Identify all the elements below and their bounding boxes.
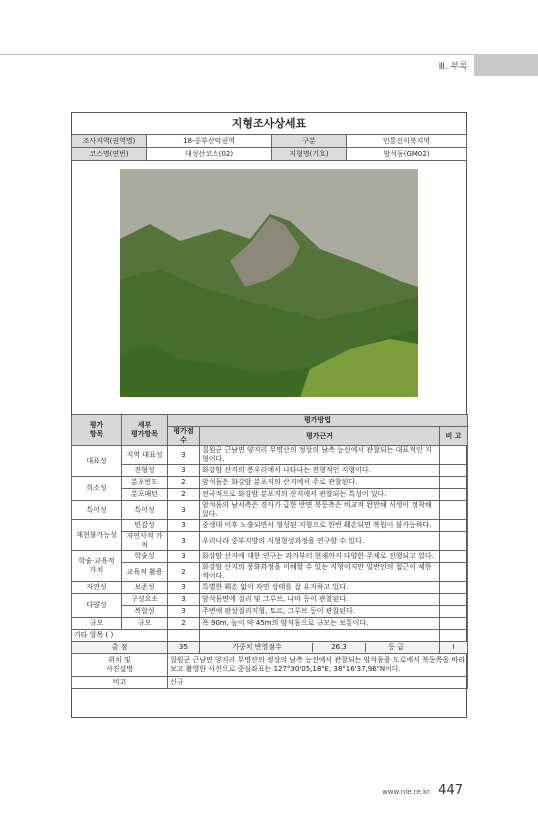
subcategory-cell: 구성요소: [122, 594, 168, 606]
location-text: 칠원군 근남면 양지리 무명산의 정상의 남측 능선에서 관찰되는 암석돔을 도로에서 북동쪽을 바라보고 촬영한 사진으로 중심좌표는 127°30'05,18"E, 38°16'37,96"N이다.: [168, 654, 468, 677]
table-row: [72, 520, 468, 532]
note-cell: [440, 501, 468, 520]
basis-cell: 특별한 훼손 없이 자연 상태를 잘 유지하고 있다.: [200, 582, 440, 594]
category-cell: 희소성: [72, 477, 122, 501]
table-row: [72, 582, 468, 594]
subcategory-cell: 자연사적 가치: [122, 532, 168, 551]
etc-label: 기타 항목 ( ): [72, 630, 168, 642]
total-label: 총 점: [72, 642, 168, 654]
category-cell: 재현불가능성: [72, 520, 122, 551]
label-cell: 구분: [272, 135, 347, 148]
weighted-cell: [200, 642, 440, 654]
header-category: 평가 항목: [72, 415, 122, 446]
grade-label: 등 급: [365, 643, 426, 652]
subcategory-cell: 특이성: [122, 501, 168, 520]
table-row: [72, 489, 468, 501]
table-row: [72, 594, 468, 606]
page-number: 447: [438, 783, 463, 798]
total-row: [72, 642, 468, 654]
score-cell: 2: [168, 618, 200, 630]
basis-cell: 화강암 산지의 풍화과정을 이해할 수 있는 지형이지만 일반인의 접근이 제한적이다.: [200, 563, 440, 582]
score-cell: 3: [168, 532, 200, 551]
chapter-label: Ⅲ. 부록: [438, 62, 468, 72]
note-cell: [440, 520, 468, 532]
weighted-label: 가중치 반영점수: [232, 643, 282, 651]
score-cell: 2: [168, 489, 200, 501]
header-basis: 평가근거: [200, 427, 440, 446]
location-label: 위치 및 사진설명: [72, 654, 168, 677]
top-band: [0, 54, 538, 76]
subcategory-cell: 분포빈도: [122, 477, 168, 489]
category-cell: 규모: [72, 618, 122, 630]
note-cell: [440, 446, 468, 465]
total-value: 35: [168, 642, 200, 654]
top-rule: [0, 54, 538, 55]
value-cell: 대성산코스(02): [147, 148, 272, 161]
note-cell: [440, 477, 468, 489]
footer-url[interactable]: www.nie.re.kr: [382, 788, 430, 796]
basis-cell: 화강암 산지에 대한 연구는 과거부터 현재까지 다양한 주제로 진행되고 있다.: [200, 551, 440, 563]
note-cell: [440, 465, 468, 477]
table-row: [72, 477, 468, 489]
subcategory-cell: 교육적 활용: [122, 563, 168, 582]
subcategory-cell: 민감성: [122, 520, 168, 532]
basis-cell: 암석돔은 화강암 분포지의 산지에서 주로 관찰된다.: [200, 477, 440, 489]
header-score: 평가점수: [168, 427, 200, 446]
subcategory-cell: 전형성: [122, 465, 168, 477]
subcategory-cell: 규모: [122, 618, 168, 630]
sheet-title: 지형조사상세표: [72, 113, 466, 135]
info-table: [71, 134, 467, 161]
chapter-tab: [474, 54, 538, 76]
score-cell: 3: [168, 582, 200, 594]
remark-value: 신규: [168, 677, 468, 689]
header-note: 비 고: [440, 427, 468, 446]
score-cell: 3: [168, 465, 200, 477]
landform-photo: [120, 169, 418, 397]
category-cell: 대표성: [72, 446, 122, 477]
info-row: [72, 148, 467, 161]
label-cell: 조사지역(권역명): [72, 135, 147, 148]
note-cell: [440, 532, 468, 551]
basis-cell: 폭 90m, 높이 약 45m의 암석돔으로 규모는 보통이다.: [200, 618, 440, 630]
table-row: [72, 618, 468, 630]
table-row: [72, 606, 468, 618]
score-cell: 3: [168, 446, 200, 465]
value-cell: 18-중부산악권역: [147, 135, 272, 148]
basis-cell: 암석돔면에 절리 및 그루브, 나마 등이 관찰된다.: [200, 594, 440, 606]
table-row: [72, 501, 468, 520]
table-row: [72, 551, 468, 563]
location-row: [72, 654, 468, 677]
basis-cell: 주변에 판상절리지형, 토르, 그루브 등이 관찰된다.: [200, 606, 440, 618]
basis-cell: 중생대 이후 노출되면서 형성된 지형으로 한번 훼손되면 복원이 불가능하다.: [200, 520, 440, 532]
weighted-value: 26.3: [312, 643, 365, 652]
table-row: [72, 532, 468, 551]
note-cell: [440, 563, 468, 582]
score-cell: 3: [168, 606, 200, 618]
category-cell: 자연성: [72, 582, 122, 594]
evaluation-table: [71, 414, 468, 689]
remark-row: [72, 677, 468, 689]
label-cell: 코스명(연번): [72, 148, 147, 161]
grade-value: I: [440, 642, 468, 654]
subcategory-cell: 지역 대표성: [122, 446, 168, 465]
score-cell: 2: [168, 477, 200, 489]
subcategory-cell: 분포패턴: [122, 489, 168, 501]
table-row: [72, 563, 468, 582]
score-cell: 3: [168, 520, 200, 532]
score-cell: 3: [168, 501, 200, 520]
header-row: [72, 415, 468, 427]
header-method: 평가방법: [168, 415, 468, 427]
value-cell: 민통선이북지역: [347, 135, 467, 148]
note-cell: [440, 551, 468, 563]
value-cell: 암석돔(GM02): [347, 148, 467, 161]
remark-label: 비고: [72, 677, 168, 689]
subcategory-cell: 복합성: [122, 606, 168, 618]
basis-cell: 우리나라 중부지방의 지형형성과정을 연구할 수 있다.: [200, 532, 440, 551]
etc-row: [72, 630, 468, 642]
survey-sheet: [71, 112, 467, 718]
mountain-illustration: [120, 169, 418, 397]
page-footer: [382, 783, 463, 798]
basis-cell: 전국적으로 화강암 분포지의 산지에서 관찰되는 특성이 있다.: [200, 489, 440, 501]
info-row: [72, 135, 467, 148]
category-cell: 특이성: [72, 501, 122, 520]
subcategory-cell: 학술성: [122, 551, 168, 563]
score-cell: 3: [168, 551, 200, 563]
category-cell: 다양성: [72, 594, 122, 618]
basis-cell: 화강암 산지의 봉우리에서 나타나는 전형적인 지형이다.: [200, 465, 440, 477]
note-cell: [440, 618, 468, 630]
table-row: [72, 465, 468, 477]
score-cell: 3: [168, 594, 200, 606]
score-cell: 2: [168, 563, 200, 582]
header-subcategory: 세부 평가항목: [122, 415, 168, 446]
note-cell: [440, 582, 468, 594]
basis-cell: 암석돔의 남서측은 경사가 급한 반면 북동측은 비교적 완만해 식생이 정착해 있다.: [200, 501, 440, 520]
table-row: [72, 446, 468, 465]
category-cell: 학술·교육적 가치: [72, 551, 122, 582]
subcategory-cell: 보존성: [122, 582, 168, 594]
basis-cell: 칠원군 근남면 양지리 무명산의 정상의 남측 능선에서 관찰되는 대표적인 지형이다.: [200, 446, 440, 465]
note-cell: [440, 489, 468, 501]
label-cell: 지형명(기호): [272, 148, 347, 161]
note-cell: [440, 606, 468, 618]
note-cell: [440, 594, 468, 606]
